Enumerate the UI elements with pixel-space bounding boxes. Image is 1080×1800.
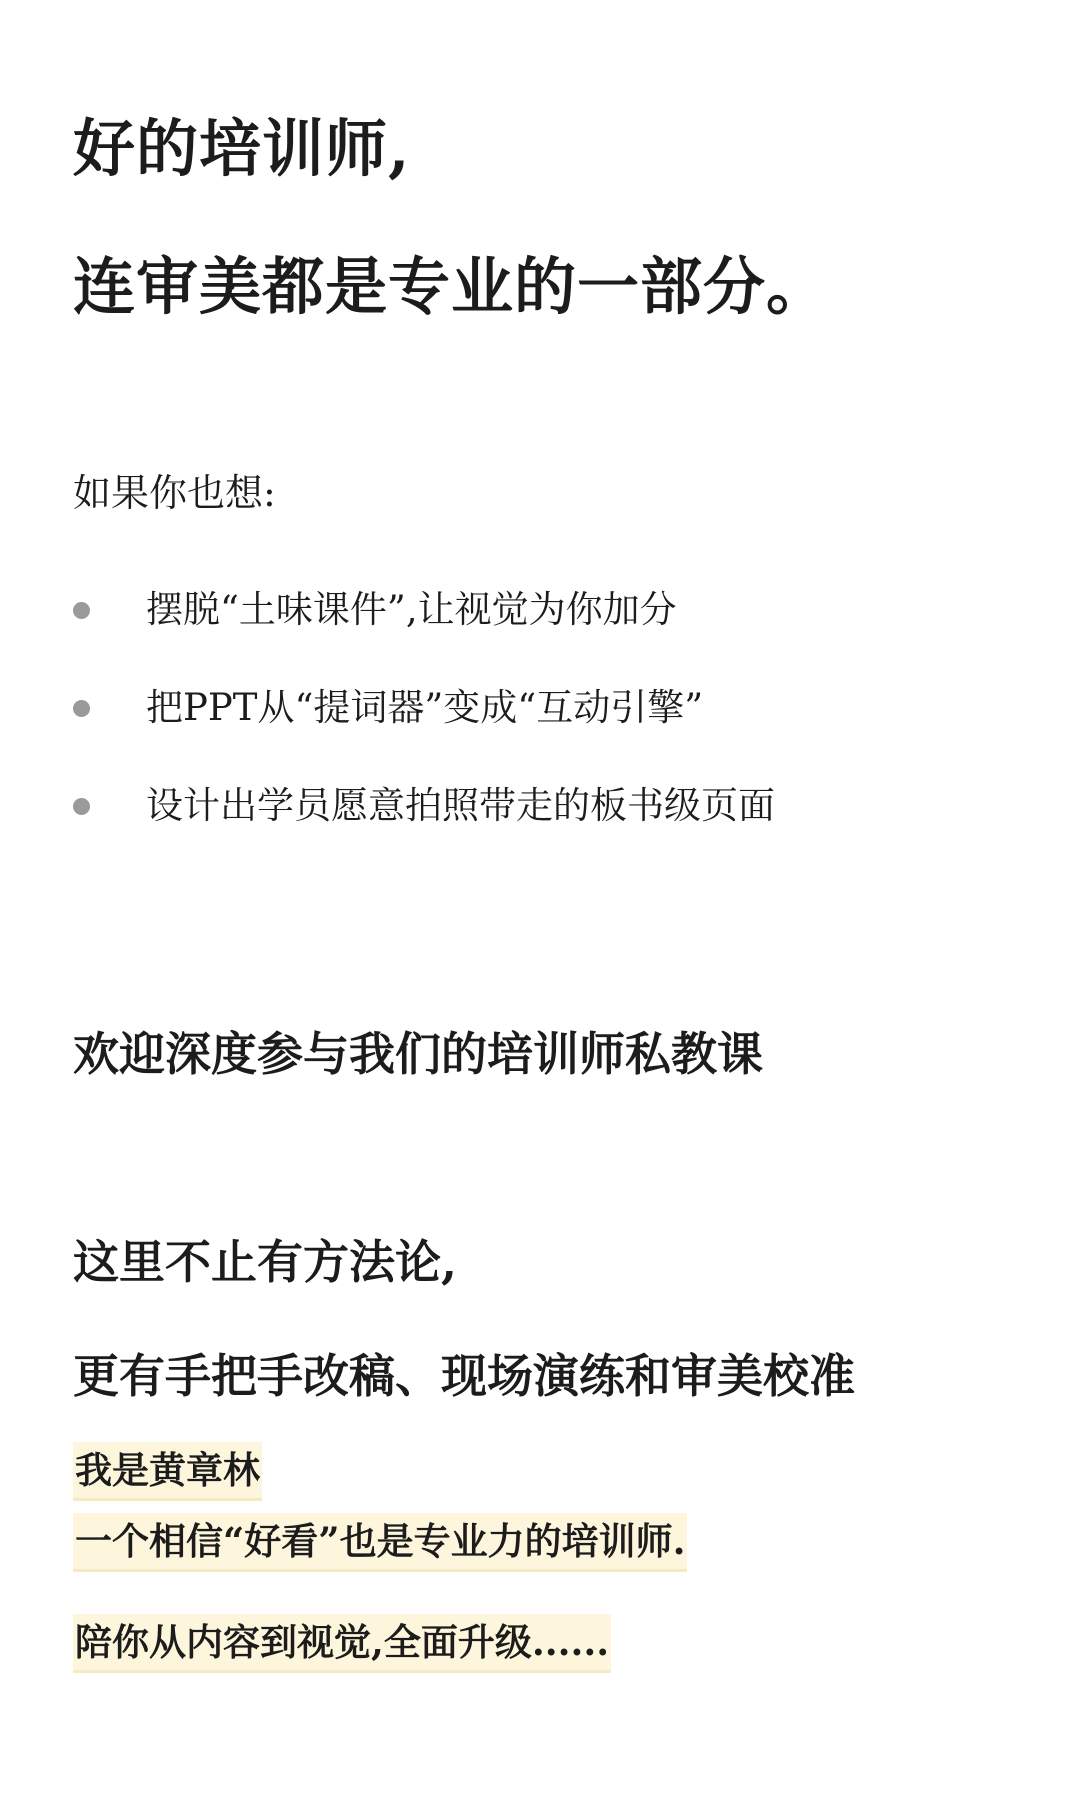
list-item-text: 设计出学员愿意拍照带走的板书级页面	[146, 784, 775, 827]
bullet-dot-icon	[73, 700, 90, 717]
list-item-text: 把PPT从“提词器”变成“互动引擎”	[146, 686, 704, 729]
headline-line-1: 好的培训师,	[73, 112, 411, 185]
headline	[73, 80, 829, 356]
bullet-dot-icon	[73, 602, 90, 619]
bio-name: 我是黄章林	[73, 1442, 262, 1501]
method-heading	[73, 1205, 855, 1433]
list-item	[73, 585, 775, 683]
list-item-text: 摆脱“土味课件”,让视觉为你加分	[146, 588, 677, 631]
list-item	[73, 683, 775, 781]
method-line-1: 这里不止有方法论,	[73, 1235, 458, 1289]
welcome-heading: 欢迎深度参与我们的培训师私教课	[73, 1027, 763, 1081]
bio-line-1-wrapper	[73, 1442, 687, 1513]
method-line-2: 更有手把手改稿、现场演练和审美校准	[73, 1349, 855, 1403]
author-bio	[73, 1442, 687, 1685]
bullet-dot-icon	[73, 798, 90, 815]
list-item	[73, 781, 775, 879]
bio-tagline: 一个相信“好看”也是专业力的培训师.	[73, 1513, 687, 1572]
bio-line-3-wrapper	[73, 1614, 687, 1685]
headline-line-2: 连审美都是专业的一部分。	[73, 250, 830, 323]
bio-closing: 陪你从内容到视觉,全面升级......	[73, 1614, 611, 1673]
benefit-list	[73, 585, 775, 879]
intro-text: 如果你也想:	[73, 471, 276, 515]
bio-line-2-wrapper	[73, 1513, 687, 1584]
